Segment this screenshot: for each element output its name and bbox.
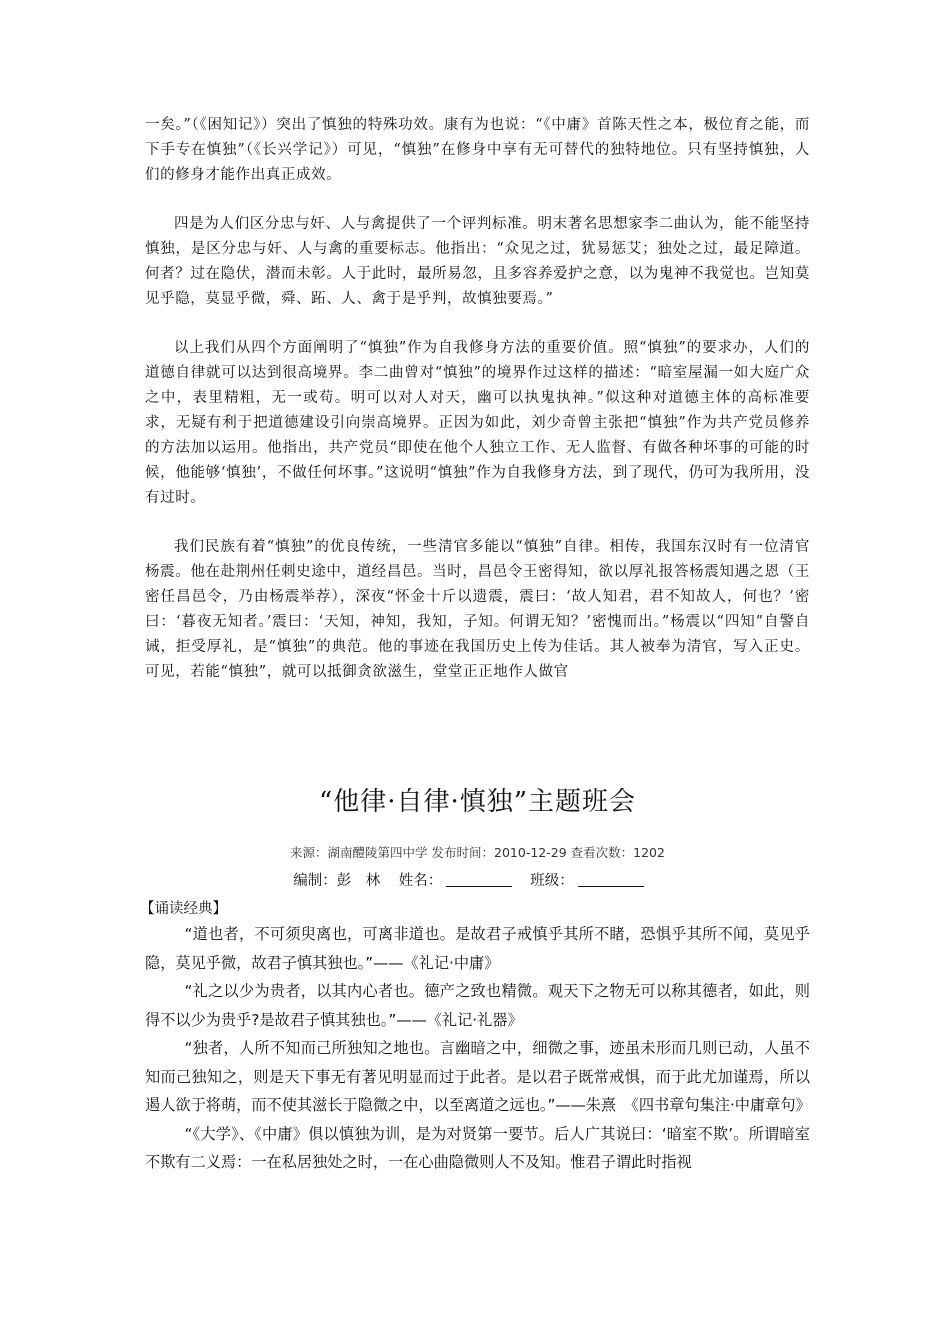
article-title: “他律·自律·慎独”主题班会 [318,787,637,817]
quote: “《大学》、《中庸》俱以慎独为训，是为对贤第一要节。后人广其说曰：‘暗室不欺’。所谓暗室不欺有二义焉：一在私居独处之时，一在心曲隐微则人不及知。惟君子谓此时指视 [145,1124,810,1171]
paragraph: 以上我们从四个方面阐明了“慎独”作为自我修身方法的重要价值。照“慎独”的要求办，人们的道德自律就可以达到很高境界。李二曲曾对“慎独”的境界作过这样的描述：“暗室屋漏一如大庭广众之中，表里精粗，无一或苟。明可以对人对天，幽可以执鬼执神。”似这种对道德主体的高标准要求，无疑有利于把道德建设引向崇高境界。正因为如此，刘少奇曾主张把“慎独”作为共产党员修养的方法加以运用。他指出，共产党员“即使在他个人独立工作、无人监督、有做各种坏事的可能的时候，他能够‘慎独’，不做任何坏事。”这说明“慎独”作为自我修身方法，到了现代，仍可为我所用，没有过时。 [145,340,810,506]
essay-continuation [145,113,810,709]
class-blank [578,871,644,887]
quote: “道也者，不可须臾离也，可离非道也。是故君子戒慎乎其所不睹，恐惧乎其所不闻，莫见乎隐，莫见乎微，故君子慎其独也。”——《礼记·中庸》 [145,925,810,972]
section-heading: 【诵读经典】 [140,901,227,917]
quote: “独者，人所不知而己所独知之地也。言幽暗之中，细微之事，迹虽未形而几则已动，人虽不知而己独知之，则是天下事无有著见明显而过于此者。是以君子既常戒惧，而于此尤加谨焉，所以遏人欲于将萌，而不使其滋长于隐微之中，以至离道之远也。”——朱熹 《四书章句集注·中庸章句》 [145,1039,811,1114]
quote: “礼之以少为贵者，以其内心者也。德产之致也精微。观天下之物无可以称其德者，如此，则得不以少为贵乎?是故君子慎其独也。”——《礼记·礼器》 [145,982,810,1029]
paragraph: 四是为人们区分忠与奸、人与禽提供了一个评判标准。明末著名思想家李二曲认为，能不能坚持慎独，是区分忠与奸、人与禽的重要标志。他指出：“众见之过，犹易惩艾；独处之过，最足障道。何者？过在隐伏，潜而未彰。人于此时，最所易忽，且多容养爱护之意，以为鬼神不我觉也。岂知莫见乎隐，莫显乎微，舜、跖、人、禽于是乎判，故慎独要焉。” [145,216,810,307]
name-blank [446,871,512,887]
name-label: 姓名： [398,873,443,889]
classic-quotes [145,920,810,1177]
editor-line [145,869,810,893]
editor-label: 编制：彭 林 [293,873,381,889]
article-meta: 来源：湖南醴陵第四中学 发布时间：2010-12-29 查看次数：1202 [290,845,665,860]
class-label: 班级： [530,873,574,889]
paragraph: 我们民族有着“慎独”的优良传统，一些清官多能以“慎独”自律。相传，我国东汉时有一位清官杨震。他在赴荆州任刺史途中，道经昌邑。当时，昌邑令王密得知，欲以厚礼报答杨震知遇之恩（王密任昌邑令，乃由杨震举荐），深夜“怀金十斤以遗震，震曰：‘故人知君，君不知故人，何也？’密曰：‘暮夜无知者。’震曰：‘天知，神知，我知，子知。何谓无知？’密愧而出。”杨震以“四知”自警自诫，拒受厚礼，是“慎独”的典范。他的事迹在我国历史上传为佳话。其人被奉为清官，写入正史。可见，若能“慎独”，就可以抵御贪欲滋生，堂堂正正地作人做官 [145,539,810,680]
paragraph: 一矣。”（《困知记》）突出了慎独的特殊功效。康有为也说：“《中庸》首陈天性之本，极位育之能，而下手专在慎独”（《长兴学记》）可见，“慎独”在修身中享有无可替代的独特地位。只有坚持慎独，人们的修身才能作出真正成效。 [145,117,810,183]
